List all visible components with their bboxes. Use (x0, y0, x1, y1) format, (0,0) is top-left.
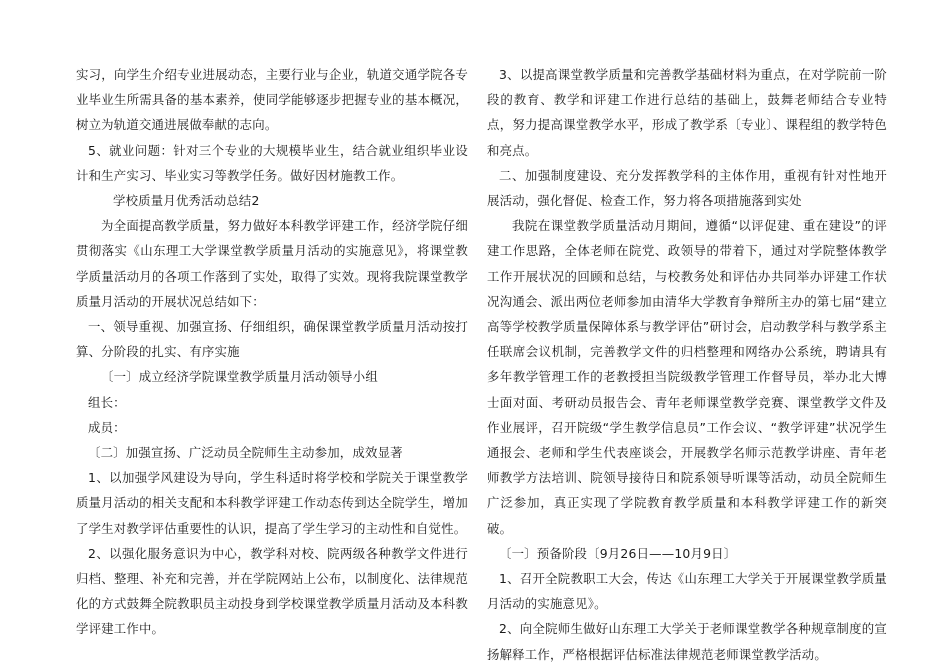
paragraph: 组长： (88, 394, 126, 410)
paragraph: 2、向全院师生做好山东理工大学关于老师课堂教学各种规章制度的宣扬解释工作，严格根据评估标准法律规范老师课堂教学活动。 (487, 621, 887, 662)
left-column (76, 62, 468, 642)
paragraph: 我院在课堂教学质量活动月期间，遵循“以评促建、重在建设”的评建工作思路，全体老师在院党、政领导的带着下，通过对学院整体教学工作开展状况的回顾和总结，与校教务处和评估办共同举办评建工作状况沟通会、派出两位老师参加由清华大学教育争辩所主办的第七届“建立高等学校教学质量保障体系与教学评估”研讨会，启动教学科与教学系主任联席会议机制，完善教学文件的归档整理和网络办公系统，聘请具有多年教学管理工作的老教授担当院级教学管理工作督导员，举办北大博士面对面、考研动员报告会、青年老师课堂教学竞赛、课堂教学文件及作业展评，召开院级“学生教学信息员”工作会议、“教学评建”状况学生通报会、老师和学生代表座谈会，开展教学名师示范教学讲座、青年老师教学方法培训、院领导接待日和院系领导听课等活动，动员全院师生广泛参加，真正实现了学院教育教学质量和本科教学评建工作的新突破。 (487, 218, 887, 536)
paragraph: 实习，向学生介绍专业进展动态，主要行业与企业，轨道交通学院各专业毕业生所需具备的基本素养，使同学能够逐步把握专业的基本概况，树立为轨道交通进展做奉献的志向。 (76, 67, 468, 133)
paragraph: 二、加强制度建设、充分发挥教学科的主体作用，重视有针对性地开展活动，强化督促、检查工作，努力将各项措施落到实处 (487, 167, 887, 209)
paragraph: 1、召开全院教职工大会，传达《山东理工大学关于开展课堂教学质量月活动的实施意见》。 (487, 571, 887, 612)
paragraph: 〔一〕成立经济学院课堂教学质量月活动领导小组 (101, 369, 378, 385)
right-column (487, 62, 887, 667)
paragraph: 5、就业问题：针对三个专业的大规模毕业生，结合就业组织毕业设计和生产实习、毕业实习等教学任务。做好因材施教工作。 (76, 142, 468, 183)
paragraph: 2、以强化服务意识为中心，教学科对校、院两级各种教学文件进行归档、整理、补充和完善，并在学院网站上公布，以制度化、法律规范化的方式鼓舞全院教职员主动投身到学校课堂教学质量月活动及本科教学评建工作中。 (76, 545, 468, 637)
paragraph: 3、以提高课堂教学质量和完善教学基础材料为重点，在对学院前一阶段的教育、教学和评建工作进行总结的基础上，鼓舞老师结合专业特点，努力提高课堂教学水平，形成了教学系〔专业〕、课程组的教学特色和亮点。 (487, 67, 887, 158)
paragraph: 一、领导重视、加强宣扬、仔细组织，确保课堂教学质量月活动按打算、分阶段的扎实、有序实施 (76, 319, 468, 360)
paragraph: 成员： (88, 419, 126, 435)
paragraph: 〔二〕加强宣扬、广泛动员全院师生主动参加，成效显著 (88, 445, 403, 461)
paragraph: 1、以加强学风建设为导向，学生科适时将学校和学院关于课堂教学质量月活动的相关支配和本科教学评建工作动态传到达全院学生，增加了学生对教学评估重要性的认识，提高了学生学习的主动性和自觉性。 (76, 470, 468, 536)
paragraph: 为全面提高教学质量，努力做好本科教学评建工作，经济学院仔细贯彻落实《山东理工大学课堂教学质量月活动的实施意见》，将课堂教学质量活动月的各项工作落到了实处，取得了实效。现将我院课堂教学质量月活动的开展状况总结如下： (76, 218, 468, 309)
paragraph: 〔一〕预备阶段〔9月26日——10月9日〕 (499, 545, 737, 561)
paragraph: 学校质量月优秀活动总结2 (113, 193, 260, 209)
